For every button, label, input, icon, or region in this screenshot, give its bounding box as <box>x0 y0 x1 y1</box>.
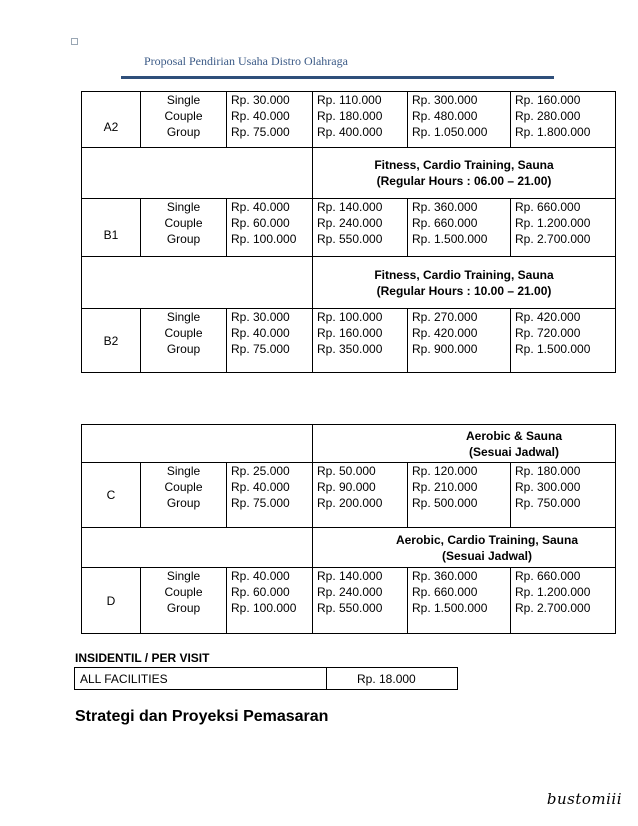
price-cell: Rp. 120.000 Rp. 210.000 Rp. 500.000 <box>408 463 511 528</box>
price-cell: Rp. 420.000 Rp. 720.000 Rp. 1.500.000 <box>511 309 616 373</box>
package-code: B1 <box>82 199 141 257</box>
incidental-table <box>74 667 458 690</box>
member-types: Single Couple Group <box>141 199 227 257</box>
header-rule <box>121 76 554 79</box>
package-code: B2 <box>82 309 141 373</box>
price-cell: Rp. 140.000 Rp. 240.000 Rp. 550.000 <box>313 568 408 634</box>
table-row-d <box>82 568 616 634</box>
facility-banner: Fitness, Cardio Training, Sauna (Regular Hours : 10.00 – 21.00) <box>313 257 616 309</box>
price-cell: Rp. 160.000 Rp. 280.000 Rp. 1.800.000 <box>511 92 616 148</box>
price-table-1 <box>81 91 616 373</box>
price-cell: Rp. 360.000 Rp. 660.000 Rp. 1.500.000 <box>408 199 511 257</box>
price-cell: Rp. 360.000 Rp. 660.000 Rp. 1.500.000 <box>408 568 511 634</box>
price-cell: Rp. 100.000 Rp. 160.000 Rp. 350.000 <box>313 309 408 373</box>
member-types: Single Couple Group <box>141 309 227 373</box>
facility-banner: Aerobic & Sauna (Sesuai Jadwal) <box>313 425 616 463</box>
price-cell: Rp. 660.000 Rp. 1.200.000 Rp. 2.700.000 <box>511 199 616 257</box>
member-types: Single Couple Group <box>141 568 227 634</box>
price-table-2 <box>81 424 616 634</box>
package-code: C <box>82 463 141 528</box>
price-cell: Rp. 180.000 Rp. 300.000 Rp. 750.000 <box>511 463 616 528</box>
table-row-banner <box>82 425 616 463</box>
package-code: A2 <box>82 92 141 148</box>
corner-mark <box>71 38 78 45</box>
price-cell: Rp. 270.000 Rp. 420.000 Rp. 900.000 <box>408 309 511 373</box>
price-cell: Rp. 25.000 Rp. 40.000 Rp. 75.000 <box>227 463 313 528</box>
price-cell: Rp. 50.000 Rp. 90.000 Rp. 200.000 <box>313 463 408 528</box>
table-row-a2 <box>82 92 616 148</box>
price-cell: Rp. 30.000 Rp. 40.000 Rp. 75.000 <box>227 309 313 373</box>
signature: bustomiii <box>546 790 622 808</box>
facility-banner: Aerobic, Cardio Training, Sauna (Sesuai Jadwal) <box>313 528 616 568</box>
table-row-banner <box>82 528 616 568</box>
table-row-c <box>82 463 616 528</box>
facility-banner: Fitness, Cardio Training, Sauna (Regular Hours : 06.00 – 21.00) <box>313 148 616 199</box>
table-row-b2 <box>82 309 616 373</box>
price-cell: Rp. 110.000 Rp. 180.000 Rp. 400.000 <box>313 92 408 148</box>
package-code: D <box>82 568 141 634</box>
price-cell: Rp. 30.000 Rp. 40.000 Rp. 75.000 <box>227 92 313 148</box>
table-row-b1 <box>82 199 616 257</box>
incidental-price: Rp. 18.000 <box>327 668 458 690</box>
member-types: Single Couple Group <box>141 463 227 528</box>
table-row-banner <box>82 257 616 309</box>
table-row <box>75 668 458 690</box>
section-heading: Strategi dan Proyeksi Pemasaran <box>75 708 329 725</box>
incidental-item: ALL FACILITIES <box>75 668 327 690</box>
price-cell: Rp. 40.000 Rp. 60.000 Rp. 100.000 <box>227 568 313 634</box>
price-cell: Rp. 300.000 Rp. 480.000 Rp. 1.050.000 <box>408 92 511 148</box>
price-cell: Rp. 660.000 Rp. 1.200.000 Rp. 2.700.000 <box>511 568 616 634</box>
table-row-banner <box>82 148 616 199</box>
incidental-label: INSIDENTIL / PER VISIT <box>75 651 210 665</box>
price-cell: Rp. 140.000 Rp. 240.000 Rp. 550.000 <box>313 199 408 257</box>
header-title: Proposal Pendirian Usaha Distro Olahraga <box>144 54 348 68</box>
price-cell: Rp. 40.000 Rp. 60.000 Rp. 100.000 <box>227 199 313 257</box>
member-types: Single Couple Group <box>141 92 227 148</box>
